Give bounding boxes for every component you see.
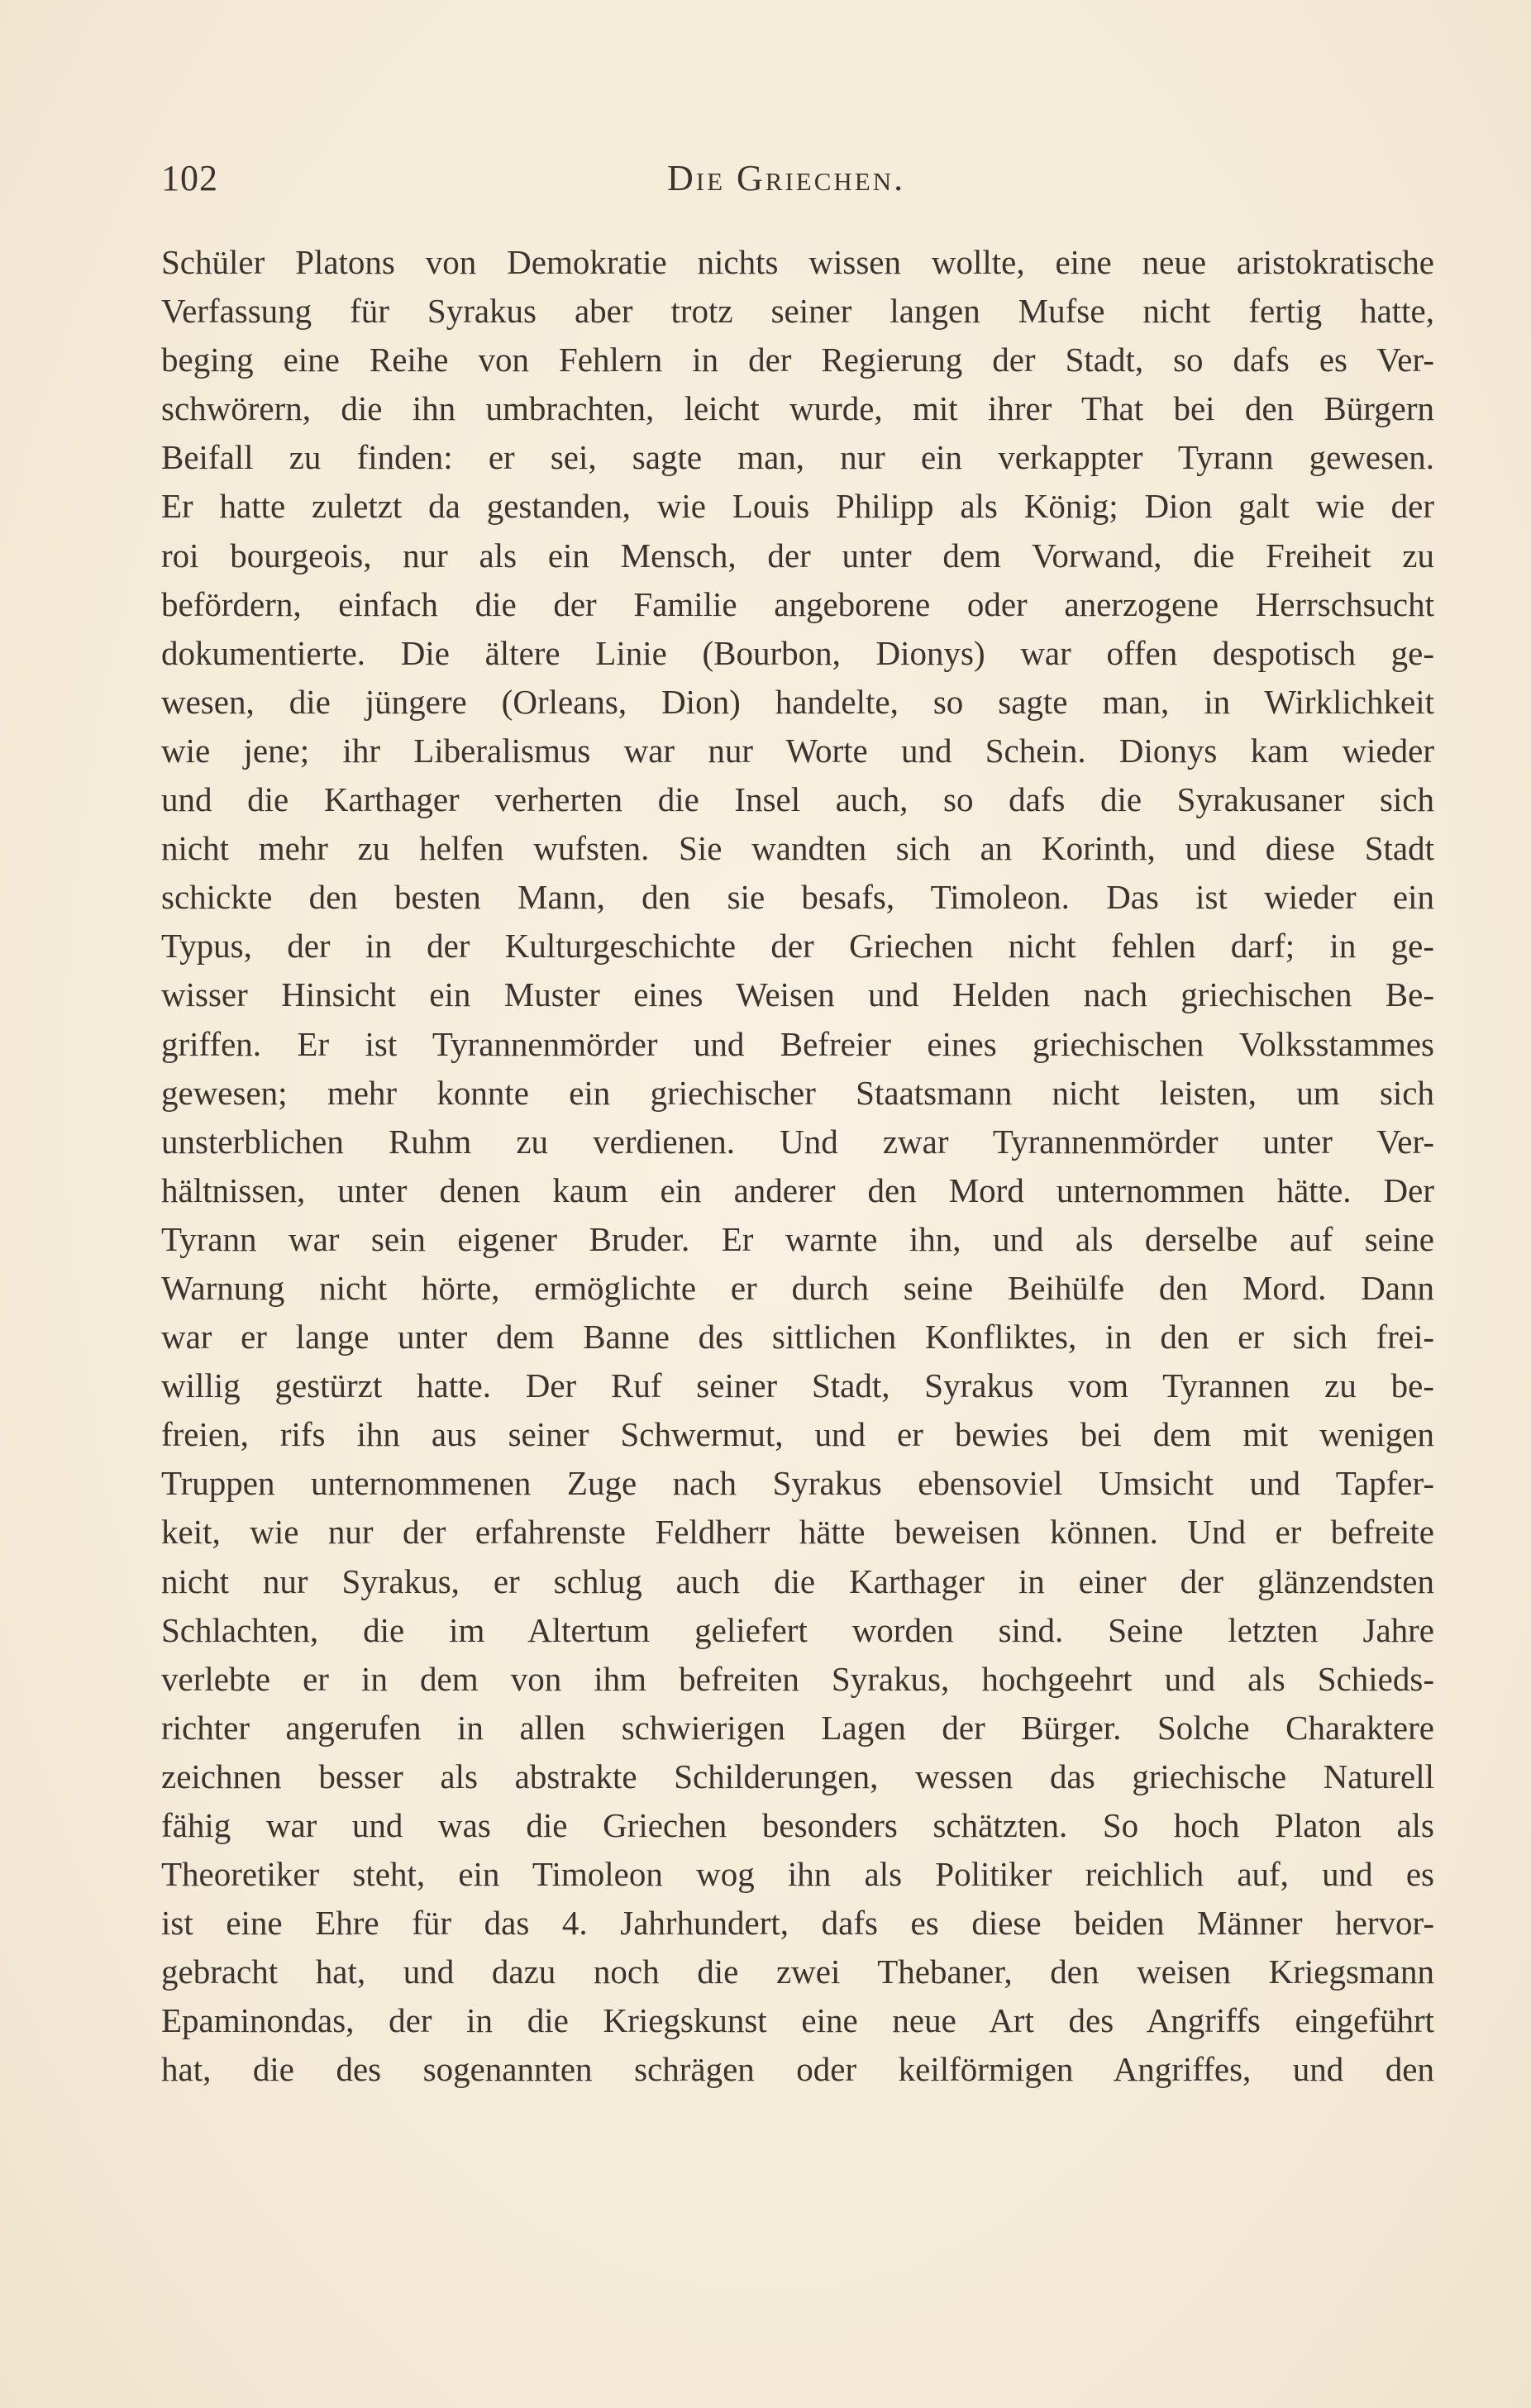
- text-line: wisser Hinsicht ein Muster eines Weisen und Helden nach griechischen Be-: [161, 975, 1434, 1014]
- text-line: zeichnen besser als abstrakte Schilderungen, wessen das griechische Naturell: [161, 1757, 1434, 1795]
- text-line: schwörern, die ihn umbrachten, leicht wurde, mit ihrer That bei den Bürgern: [161, 389, 1434, 428]
- text-line: Typus, der in der Kulturgeschichte der Griechen nicht fehlen darf; in ge-: [161, 927, 1434, 966]
- text-line: Tyrann war sein eigener Bruder. Er warnte ihn, und als derselbe auf seine: [161, 1219, 1434, 1258]
- text-line: hältnissen, unter denen kaum ein anderer den Mord unternommen hätte. Der: [161, 1171, 1434, 1209]
- text-line: willig gestürzt hatte. Der Ruf seiner Stadt, Syrakus vom Tyrannen zu be-: [161, 1366, 1434, 1405]
- text-line: befördern, einfach die der Familie angeborene oder anerzogene Herrschsucht: [161, 584, 1434, 623]
- text-line: gewesen; mehr konnte ein griechischer Staatsmann nicht leisten, um sich: [161, 1073, 1434, 1112]
- text-line: Schüler Platons von Demokratie nichts wissen wollte, eine neue aristokratische: [161, 243, 1434, 281]
- text-line: richter angerufen in allen schwierigen Lagen der Bürger. Solche Charaktere: [161, 1708, 1434, 1747]
- text-line: wie jene; ihr Liberalismus war nur Worte und Schein. Dionys kam wieder: [161, 731, 1434, 770]
- text-line: Schlachten, die im Altertum geliefert worden sind. Seine letzten Jahre: [161, 1610, 1434, 1649]
- text-line: unsterblichen Ruhm zu verdienen. Und zwar Tyrannenmörder unter Ver-: [161, 1122, 1434, 1161]
- text-line: Beifall zu finden: er sei, sagte man, nur ein verkappter Tyrann gewesen.: [161, 438, 1434, 477]
- text-line: wesen, die jüngere (Orleans, Dion) handelte, so sagte man, in Wirklichkeit: [161, 682, 1434, 721]
- text-line: war er lange unter dem Banne des sittlichen Konfliktes, in den er sich frei-: [161, 1318, 1434, 1357]
- text-line: Theoretiker steht, ein Timoleon wog ihn als Politiker reichlich auf, und es: [161, 1855, 1434, 1894]
- text-line: Warnung nicht hörte, ermöglichte er durch seine Beihülfe den Mord. Dann: [161, 1268, 1434, 1307]
- text-line: verlebte er in dem von ihm befreiten Syrakus, hochgeehrt und als Schieds-: [161, 1659, 1434, 1698]
- text-line: roi bourgeois, nur als ein Mensch, der unter dem Vorwand, die Freiheit zu: [161, 536, 1434, 575]
- running-head: Die Griechen.: [667, 158, 906, 198]
- text-line: Verfassung für Syrakus aber trotz seiner langen Mufse nicht fertig hatte,: [161, 292, 1434, 331]
- text-line: nicht mehr zu helfen wufsten. Sie wandten sich an Korinth, und diese Stadt: [161, 829, 1434, 868]
- text-line: fähig war und was die Griechen besonders schätzten. So hoch Platon als: [161, 1806, 1434, 1844]
- text-line: nicht nur Syrakus, er schlug auch die Karthager in einer der glänzendsten: [161, 1562, 1434, 1600]
- text-line: griffen. Er ist Tyrannenmörder und Befreier eines griechischen Volksstammes: [161, 1024, 1434, 1063]
- page-header: [161, 157, 1434, 207]
- text-line: keit, wie nur der erfahrenste Feldherr hätte beweisen können. Und er befreite: [161, 1513, 1434, 1552]
- text-line: beging eine Reihe von Fehlern in der Regierung der Stadt, so dafs es Ver-: [161, 341, 1434, 379]
- body-text: [161, 238, 1434, 2095]
- text-line: Truppen unternommenen Zuge nach Syrakus ebensoviel Umsicht und Tapfer-: [161, 1464, 1434, 1503]
- text-line: gebracht hat, und dazu noch die zwei Thebaner, den weisen Kriegsmann: [161, 1953, 1434, 1991]
- text-line: freien, rifs ihn aus seiner Schwermut, und er bewies bei dem mit wenigen: [161, 1415, 1434, 1454]
- text-line: und die Karthager verherten die Insel auch, so dafs die Syrakusaner sich: [161, 780, 1434, 819]
- text-line: ist eine Ehre für das 4. Jahrhundert, dafs es diese beiden Männer hervor-: [161, 1904, 1434, 1943]
- text-line: hat, die des sogenannten schrägen oder keilförmigen Angriffes, und den: [161, 2050, 1434, 2089]
- text-line: schickte den besten Mann, den sie besafs, Timoleon. Das ist wieder ein: [161, 878, 1434, 917]
- text-line: dokumentierte. Die ältere Linie (Bourbon, Dionys) war offen despotisch ge-: [161, 633, 1434, 672]
- page-number: 102: [161, 158, 218, 198]
- text-line: Epaminondas, der in die Kriegskunst eine neue Art des Angriffs eingeführt: [161, 2001, 1434, 2040]
- text-line: Er hatte zuletzt da gestanden, wie Louis Philipp als König; Dion galt wie der: [161, 487, 1434, 526]
